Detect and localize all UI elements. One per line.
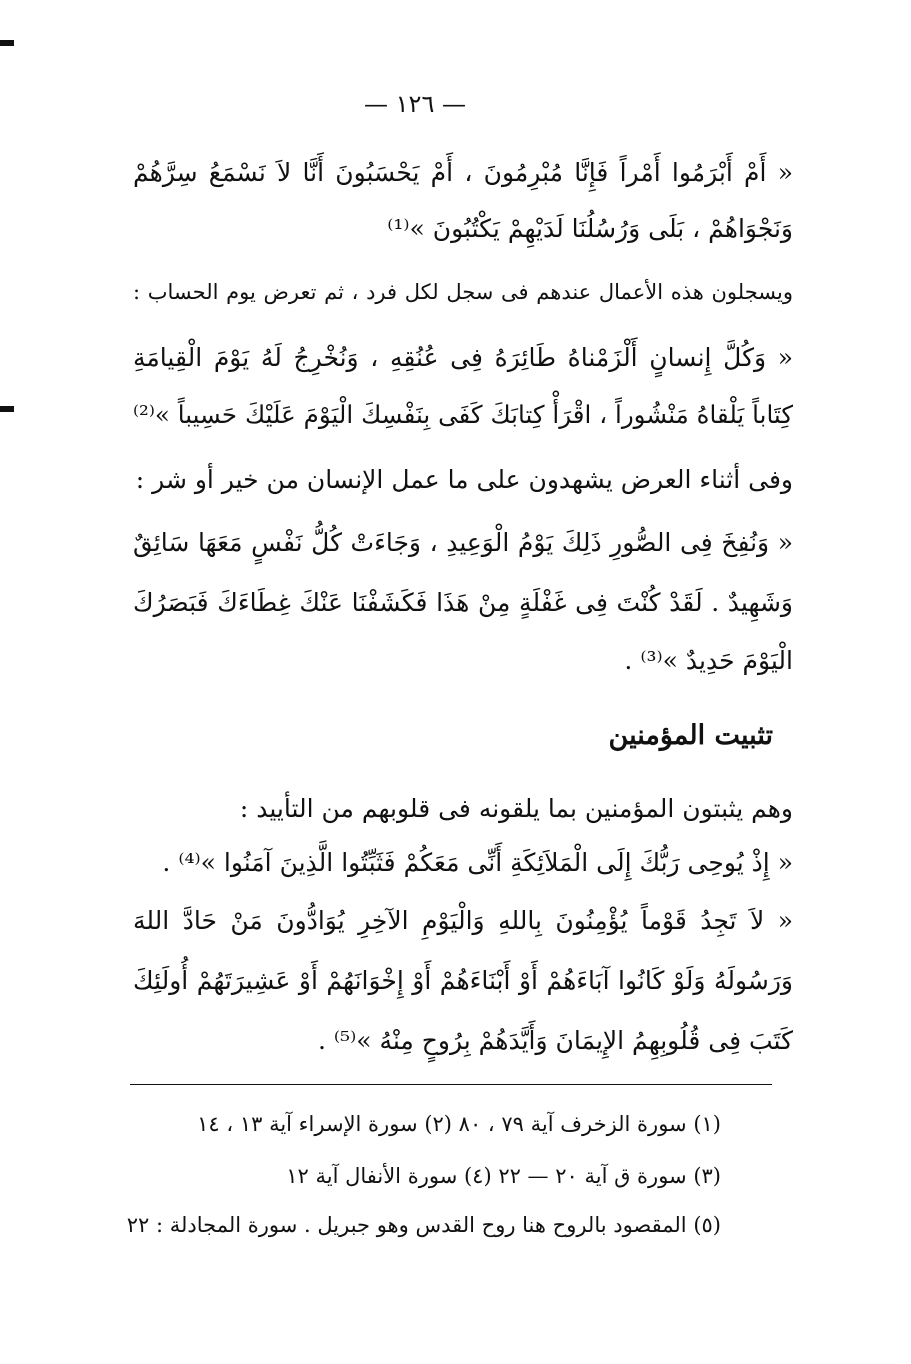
verse-line-10: وَرَسُولَهُ وَلَوْ كَانُوا آبَاءَهُمْ أَوْ أَبْنَاءَهُمْ أَوْ إِخْوَانَهُمْ أَوْ عَشِيرَتَهُمْ أُولَئِكَ	[133, 966, 793, 995]
prose-line-2: وفى أثناء العرض يشهدون على ما عمل الإنسان من خير أو شر :	[135, 465, 793, 494]
page-number: — ١٢٦ —	[364, 90, 466, 118]
verse-line-5: « وَنُفِخَ فِى الصُّورِ ذَلِكَ يَوْمُ الْوَعِيدِ ، وَجَاءَتْ كُلُّ نَفْسٍ مَعَهَا سَائِقٌ	[133, 528, 793, 557]
verse-line-7: الْيَوْمَ حَدِيدٌ »⁽³⁾ .	[624, 646, 793, 675]
verse-line-11: كَتَبَ فِى قُلُوبِهِمُ الإِيمَانَ وَأَيَّدَهُمْ بِرُوحٍ مِنْهُ »⁽⁵⁾ .	[318, 1026, 793, 1055]
verse-line-6: وَشَهِيدٌ . لَقَدْ كُنْتَ فِى غَفْلَةٍ مِنْ هَذَا فَكَشَفْنَا عَنْكَ غِطَاءَكَ فَبَصَرُكَ	[133, 588, 793, 617]
prose-line-3: وهم يثبتون المؤمنين بما يلقونه فى قلوبهم من التأييد :	[239, 794, 793, 823]
verse-line-2: وَنَجْوَاهُمْ ، بَلَى وَرُسُلُنَا لَدَيْهِمْ يَكْتُبُونَ »⁽¹⁾	[387, 214, 793, 243]
verse-line-9: « لاَ تَجِدُ قَوْماً يُؤْمِنُونَ بِاللهِ وَالْيَوْمِ الآخِرِ يُوَادُّونَ مَنْ حَادَّ اللهَ	[133, 906, 793, 935]
footnote-line-2: (٣) سورة ق آية ٢٠ — ٢٢ (٤) سورة الأنفال آية ١٢	[286, 1164, 721, 1188]
verse-line-1: « أَمْ أَبْرَمُوا أَمْراً فَإِنَّا مُبْرِمُونَ ، أَمْ يَحْسَبُونَ أَنَّا لاَ نَسْمَعُ سِرَّهُمْ	[133, 158, 793, 187]
section-heading: تثبيت المؤمنين	[608, 720, 773, 751]
verse-line-4: كِتَاباً يَلْقاهُ مَنْشُوراً ، اقْرَأْ كِتابَكَ كَفَى بِنَفْسِكَ الْيَوْمَ عَلَيْكَ حَسِيباً »⁽²⁾	[133, 400, 793, 429]
scan-edge-mark-top	[0, 40, 14, 46]
footnote-line-3: (٥) المقصود بالروح هنا روح القدس وهو جبريل . سورة المجادلة : ٢٢	[126, 1213, 721, 1237]
verse-line-8: « إِذْ يُوحِى رَبُّكَ إِلَى الْمَلاَئِكَةِ أَنِّى مَعَكُمْ فَثَبِّتُوا الَّذِينَ آمَنُوا »⁽⁴⁾ .	[162, 848, 793, 877]
scan-edge-mark-middle	[0, 406, 14, 412]
prose-line-1: ويسجلون هذه الأعمال عندهم فى سجل لكل فرد ، ثم تعرض يوم الحساب :	[133, 280, 793, 304]
footnote-separator	[130, 1084, 772, 1085]
footnote-line-1: (١) سورة الزخرف آية ٧٩ ، ٨٠ (٢) سورة الإسراء آية ١٣ ، ١٤	[197, 1112, 721, 1136]
verse-line-3: « وَكُلَّ إِنسانٍ أَلْزَمْناهُ طَائِرَهُ فِى عُنُقِهِ ، وَنُخْرِجُ لَهُ يَوْمَ الْقِيامَةِ	[133, 343, 793, 372]
